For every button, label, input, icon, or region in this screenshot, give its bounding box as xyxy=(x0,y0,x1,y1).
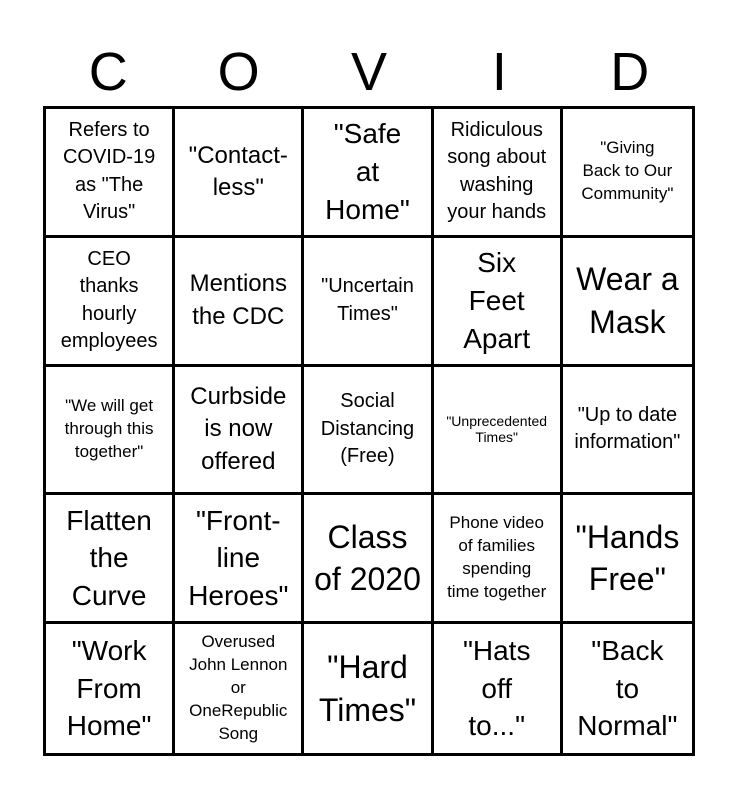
bingo-cell[interactable] xyxy=(434,624,563,753)
bingo-cell-text: "Hands Free" xyxy=(575,518,680,598)
bingo-cell-text: "Hard Times" xyxy=(318,649,417,728)
bingo-cell[interactable] xyxy=(175,367,304,496)
bingo-cell[interactable] xyxy=(175,624,304,753)
bingo-cell[interactable] xyxy=(304,367,433,496)
bingo-cell-text: "Hats off to..." xyxy=(462,634,531,742)
bingo-cell-text: Phone video of families spending time together xyxy=(447,513,547,602)
bingo-cell[interactable] xyxy=(175,238,304,367)
bingo-cell[interactable] xyxy=(563,238,692,367)
bingo-cell-text: "Front- line Heroes" xyxy=(188,504,289,612)
bingo-cell-text: Ridiculous song about washing your hands xyxy=(447,118,547,224)
bingo-cell[interactable] xyxy=(46,495,175,624)
bingo-cell[interactable] xyxy=(46,624,175,753)
bingo-cell[interactable] xyxy=(434,495,563,624)
bingo-cell-text: Wear a Mask xyxy=(576,261,679,340)
bingo-cell-text: "Up to date information" xyxy=(574,403,681,454)
bingo-cell[interactable] xyxy=(563,495,692,624)
bingo-cell[interactable] xyxy=(563,367,692,496)
bingo-cell-text: Six Feet Apart xyxy=(463,247,531,354)
bingo-cell-text: Overused John Lennon or OneRepublic Song xyxy=(189,632,288,743)
bingo-cell-text: Mentions the CDC xyxy=(189,270,287,330)
bingo-cell[interactable] xyxy=(434,367,563,496)
header-letter-v: V xyxy=(350,42,387,102)
bingo-cell-text: "Back to Normal" xyxy=(577,634,678,742)
bingo-cell-text: "We will get through this together" xyxy=(64,396,154,461)
bingo-cell[interactable] xyxy=(46,238,175,367)
bingo-cell[interactable] xyxy=(563,624,692,753)
bingo-cell[interactable] xyxy=(304,109,433,238)
header-letter-d: D xyxy=(610,42,650,102)
bingo-cell[interactable] xyxy=(304,495,433,624)
bingo-cell-text: "Giving Back to Our Community" xyxy=(581,138,674,204)
bingo-header xyxy=(43,40,695,104)
bingo-cell-text: "Uncertain Times" xyxy=(321,275,414,325)
header-letter-i: I xyxy=(491,42,507,102)
bingo-cell[interactable] xyxy=(46,109,175,238)
bingo-cell-text: CEO thanks hourly employees xyxy=(60,247,158,353)
bingo-cell-text: Curbside is now offered xyxy=(190,382,287,475)
bingo-cell[interactable] xyxy=(563,109,692,238)
bingo-cell[interactable] xyxy=(434,109,563,238)
bingo-cell-text: Refers to COVID-19 as "The Virus" xyxy=(62,118,156,224)
bingo-board xyxy=(43,106,695,756)
bingo-cell[interactable] xyxy=(175,109,304,238)
bingo-cell[interactable] xyxy=(175,495,304,624)
bingo-cell[interactable] xyxy=(304,624,433,753)
bingo-cell-text: "Unprecedented Times" xyxy=(446,412,548,446)
header-letter-c: C xyxy=(88,42,128,102)
bingo-cell-text: Class of 2020 xyxy=(314,518,421,598)
bingo-cell-text: "Safe at Home" xyxy=(325,118,410,225)
bingo-cell[interactable] xyxy=(304,238,433,367)
bingo-cell[interactable] xyxy=(434,238,563,367)
header-letter-o: O xyxy=(217,42,260,102)
bingo-cell-text: Social Distancing (Free) xyxy=(320,390,415,468)
bingo-cell-text: "Work From Home" xyxy=(66,634,152,742)
bingo-cell-text: "Contact- less" xyxy=(188,141,288,201)
bingo-cell[interactable] xyxy=(46,367,175,496)
bingo-cell-text: Flatten the Curve xyxy=(66,504,152,612)
